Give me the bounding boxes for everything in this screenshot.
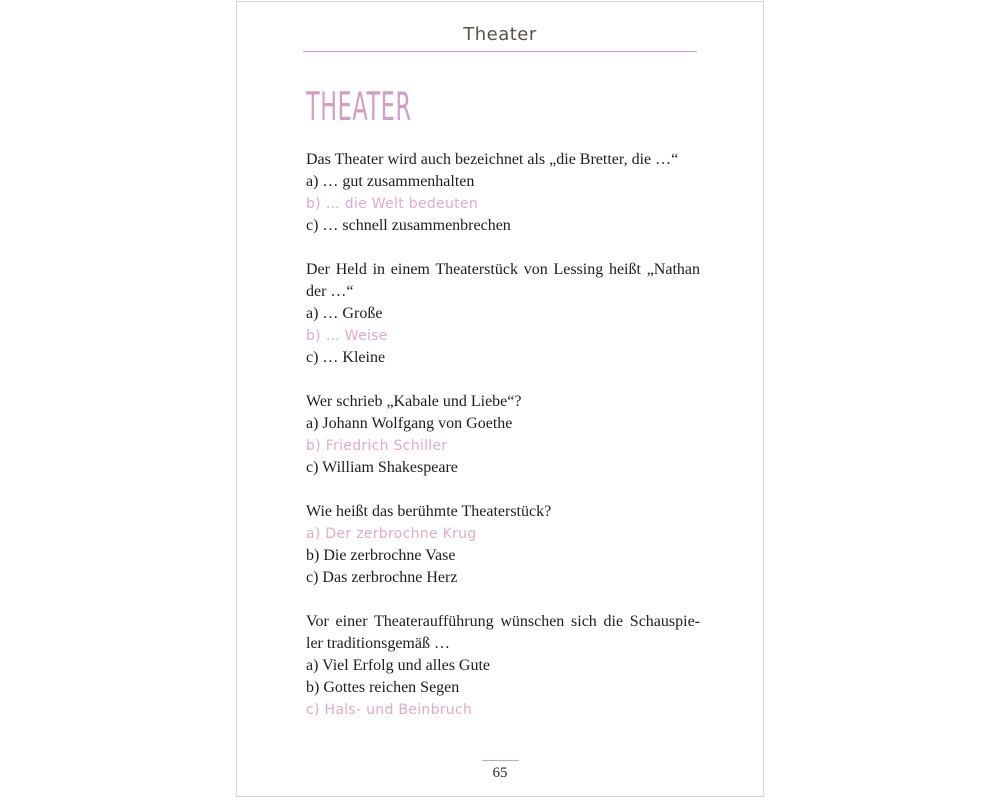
page-number: 65 <box>492 765 508 781</box>
book-page <box>236 1 764 797</box>
quiz <box>306 149 700 721</box>
question-line: Das Theater wird auch bezeichnet als „die Bretter, die …“ <box>306 151 679 168</box>
question-line: Der Held in einem Theaterstück von Lessing heißt „Nathan <box>306 261 700 278</box>
question-line: Wie heißt das berühmte Theaterstück? <box>306 503 552 520</box>
question-line: Vor einer Theateraufführung wünschen sich die Schauspie- <box>306 613 700 630</box>
question-block <box>306 149 700 237</box>
question-line: Wer schrieb „Kabale und Liebe“? <box>306 393 522 410</box>
page-footer <box>237 760 763 782</box>
footer-rule <box>482 760 519 761</box>
answer-line-correct: b) … Weise <box>306 328 388 344</box>
running-header: Theater <box>463 24 537 45</box>
header-rule <box>303 51 697 52</box>
answer-line: c) … schnell zusammenbrechen <box>306 217 511 234</box>
answer-line-correct: c) Hals- und Beinbruch <box>306 702 473 718</box>
question-block <box>306 391 700 479</box>
answer-line: a) … gut zusammenhalten <box>306 173 475 190</box>
answer-line: a) … Große <box>306 305 383 322</box>
answer-line-correct: b) Friedrich Schiller <box>306 438 448 454</box>
answer-line: a) Viel Erfolg und alles Gute <box>306 657 491 674</box>
question-block <box>306 611 700 721</box>
question-block <box>306 501 700 589</box>
answer-line: c) William Shakespeare <box>306 459 458 476</box>
page-title: THEATER <box>306 85 412 130</box>
question-block <box>306 259 700 369</box>
question-line: ler traditionsgemäß … <box>306 635 450 652</box>
answer-line: b) Gottes reichen Segen <box>306 679 460 696</box>
answer-line-correct: b) … die Welt bedeuten <box>306 196 479 212</box>
answer-line: b) Die zerbrochne Vase <box>306 547 456 564</box>
answer-line: c) … Kleine <box>306 349 386 366</box>
answer-line: a) Johann Wolfgang von Goethe <box>306 415 513 432</box>
answer-line-correct: a) Der zerbrochne Krug <box>306 526 477 542</box>
question-line: der …“ <box>306 283 354 300</box>
answer-line: c) Das zerbrochne Herz <box>306 569 458 586</box>
